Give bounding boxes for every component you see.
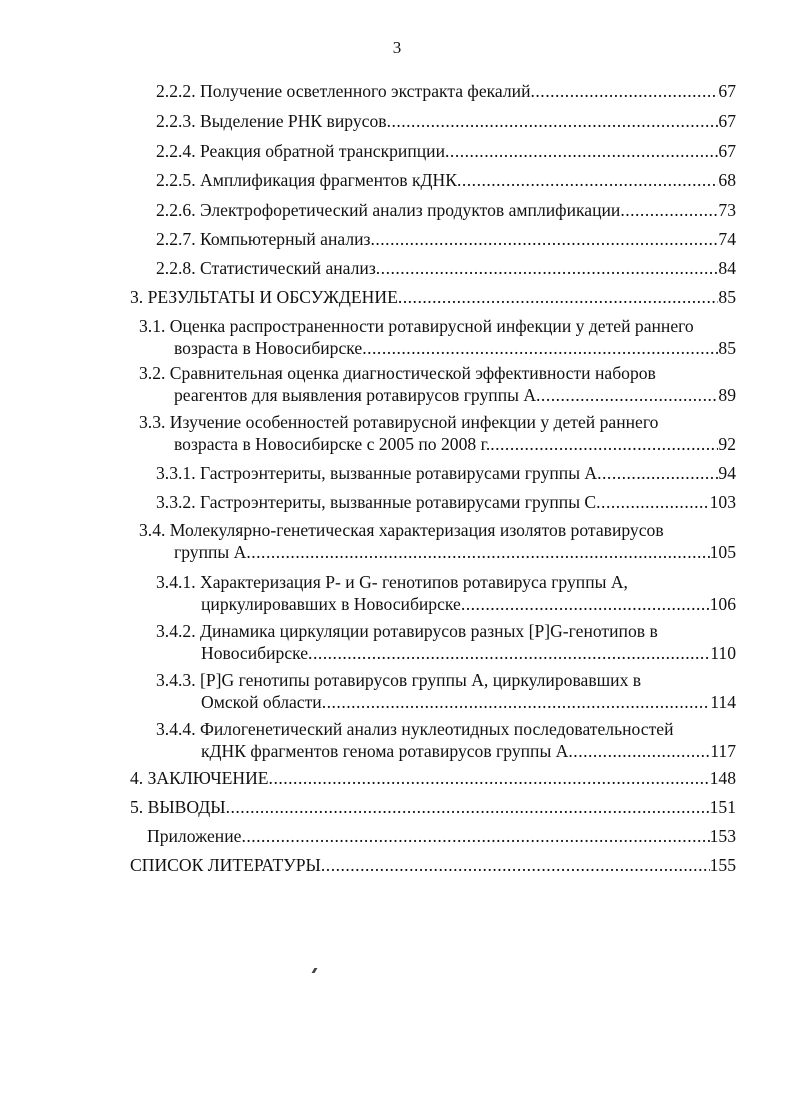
toc-entry-3-4-3[interactable]: 3.4.3. [P]G генотипы ротавирусов группы А, циркулировавших в Омской области ..... 114 xyxy=(156,669,736,713)
toc-entry-3-3-2[interactable]: 3.3.2. Гастроэнтериты, вызванные ротавирусами группы С ..... 103 xyxy=(156,491,736,513)
toc-entry-2-2-8[interactable]: 2.2.8. Статистический анализ ..... 84 xyxy=(156,257,736,279)
toc-entry-3-3-1[interactable]: 3.3.1. Гастроэнтериты, вызванные ротавирусами группы А ..... 94 xyxy=(156,462,736,484)
toc-entry-first-line: 3.4.3. [P]G генотипы ротавирусов группы А, циркулировавших в xyxy=(156,670,642,690)
toc-entry-3-3[interactable]: 3.3. Изучение особенностей ротавирусной инфекции у детей раннего возраста в Новосибирске с 2005 по 2008 г. ..... 92 xyxy=(139,411,736,455)
toc-entry-3-4-1[interactable]: 3.4.1. Характеризация Р- и G- генотипов ротавируса группы А, циркулировавших в Новосибирске ..... 106 xyxy=(156,571,736,615)
toc-entry-2-2-3[interactable]: 2.2.3. Выделение РНК вирусов ..... 67 xyxy=(156,110,736,132)
toc-entry-first-line: 3.4. Молекулярно-генетическая характеризация изолятов ротавирусов xyxy=(139,520,664,540)
toc-entry-4[interactable]: 4. ЗАКЛЮЧЕНИЕ ..... 148 xyxy=(130,767,736,789)
toc-entry-3-1[interactable]: 3.1. Оценка распространенности ротавирусной инфекции у детей раннего возраста в Новосибирске ..... 85 xyxy=(139,315,736,359)
toc-entry-appendix[interactable]: Приложение ..... 153 xyxy=(147,825,736,847)
toc-entry-3-4-2[interactable]: 3.4.2. Динамика циркуляции ротавирусов разных [P]G-генотипов в Новосибирске ..... 110 xyxy=(156,620,736,664)
toc-entry-2-2-4[interactable]: 2.2.4. Реакция обратной транскрипции ..... 67 xyxy=(156,140,736,162)
toc-entry-3-4-4[interactable]: 3.4.4. Филогенетический анализ нуклеотидных последовательностей кДНК фрагментов генома ротавирусов группы А ..... 117 xyxy=(156,718,736,762)
toc-entry-2-2-5[interactable]: 2.2.5. Амплификация фрагментов кДНК ..... 68 xyxy=(156,169,736,191)
toc-entry-2-2-7[interactable]: 2.2.7. Компьютерный анализ ..... 74 xyxy=(156,228,736,250)
toc-entry-first-line: 3.4.2. Динамика циркуляции ротавирусов разных [P]G-генотипов в xyxy=(156,621,658,641)
toc-entry-3-4[interactable]: 3.4. Молекулярно-генетическая характеризация изолятов ротавирусов группы А ..... 105 xyxy=(139,519,736,563)
toc-entry-first-line: 3.4.1. Характеризация Р- и G- генотипов ротавируса группы А, xyxy=(156,572,628,592)
toc-entry-5[interactable]: 5. ВЫВОДЫ ..... 151 xyxy=(130,796,736,818)
toc-entry-first-line: 3.2. Сравнительная оценка диагностической эффективности наборов xyxy=(139,363,656,383)
toc-entry-2-2-2[interactable]: 2.2.2. Получение осветленного экстракта фекалий ..... 67 xyxy=(156,80,736,102)
toc-entry-first-line: 3.3. Изучение особенностей ротавирусной инфекции у детей раннего xyxy=(139,412,659,432)
toc-entry-references[interactable]: СПИСОК ЛИТЕРАТУРЫ ..... 155 xyxy=(130,854,736,876)
toc-entry-2-2-6[interactable]: 2.2.6. Электрофоретический анализ продуктов амплификации ..... 73 xyxy=(156,199,736,221)
toc-entry-first-line: 3.4.4. Филогенетический анализ нуклеотидных последовательностей xyxy=(156,719,674,739)
page-number: 3 xyxy=(392,38,402,57)
toc-entry-first-line: 3.1. Оценка распространенности ротавирусной инфекции у детей раннего xyxy=(139,316,694,336)
toc-entry-3-2[interactable]: 3.2. Сравнительная оценка диагностической эффективности наборов реагентов для выявления ротавирусов группы А ..... 89 xyxy=(139,362,736,406)
toc-entry-3[interactable]: 3. РЕЗУЛЬТАТЫ И ОБСУЖДЕНИЕ ..... 85 xyxy=(130,286,736,308)
